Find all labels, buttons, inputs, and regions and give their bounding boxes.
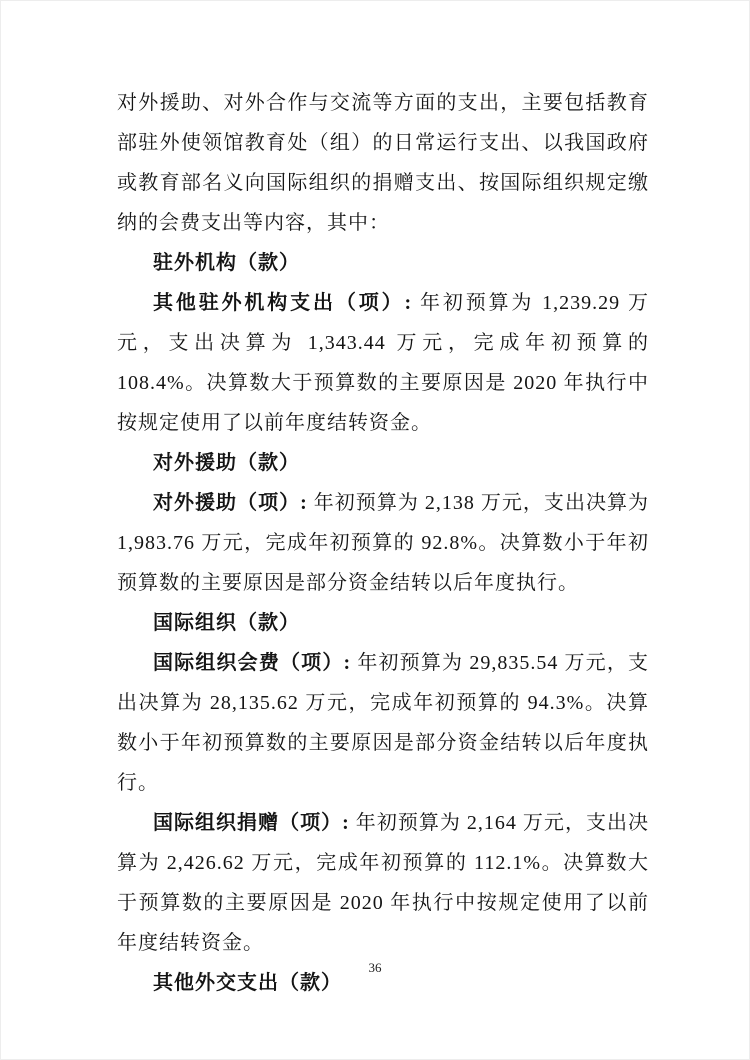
paragraph-text: 年初预算为 29,835.54 万元，支出决算为 28,135.62 万元，完成年初预算的 94.3%。决算数小于年初预算数的主要原因是部分资金结转以后年度执行。 bbox=[117, 652, 650, 794]
paragraph-lead: 其他驻外机构支出（项）: bbox=[153, 292, 413, 314]
paragraph-text: 年初预算为 1,239.29 万元，支出决算为 1,343.44 万元，完成年初预算的 108.4%。决算数大于预算数的主要原因是 2020 年执行中按规定使用了以前年度结转资金。 bbox=[117, 292, 649, 434]
paragraph-lead: 对外援助（项）: bbox=[153, 492, 308, 514]
page-number: 36 bbox=[368, 960, 382, 975]
page-footer bbox=[1, 959, 749, 977]
section-heading-text: 对外援助（款） bbox=[153, 452, 300, 474]
paragraph bbox=[117, 803, 649, 963]
section-heading bbox=[117, 603, 649, 643]
section-heading-text: 其他外交支出（款） bbox=[153, 972, 342, 994]
paragraph-lead: 国际组织会费（项）: bbox=[153, 652, 352, 674]
section-heading bbox=[117, 443, 649, 483]
paragraph bbox=[117, 283, 649, 443]
paragraph bbox=[117, 83, 649, 243]
section-heading-text: 国际组织（款） bbox=[153, 612, 300, 634]
section-heading-text: 驻外机构（款） bbox=[153, 252, 300, 274]
paragraph-text: 年初预算为 2,138 万元，支出决算为 1,983.76 万元，完成年初预算的 92.8%。决算数小于年初预算数的主要原因是部分资金结转以后年度执行。 bbox=[117, 492, 649, 594]
paragraph bbox=[117, 643, 649, 803]
paragraph-lead: 国际组织捐赠（项）: bbox=[153, 812, 350, 834]
paragraph-text: 年初预算为 2,164 万元，支出决算为 2,426.62 万元，完成年初预算的 112.1%。决算数大于预算数的主要原因是 2020 年执行中按规定使用了以前年度结转资金。 bbox=[117, 812, 649, 954]
section-heading bbox=[117, 243, 649, 283]
paragraph bbox=[117, 483, 649, 603]
paragraph-text: 对外援助、对外合作与交流等方面的支出，主要包括教育部驻外使领馆教育处（组）的日常运行支出、以我国政府或教育部名义向国际组织的捐赠支出、按国际组织规定缴纳的会费支出等内容，其中： bbox=[117, 92, 649, 234]
document-body bbox=[1, 1, 749, 1003]
